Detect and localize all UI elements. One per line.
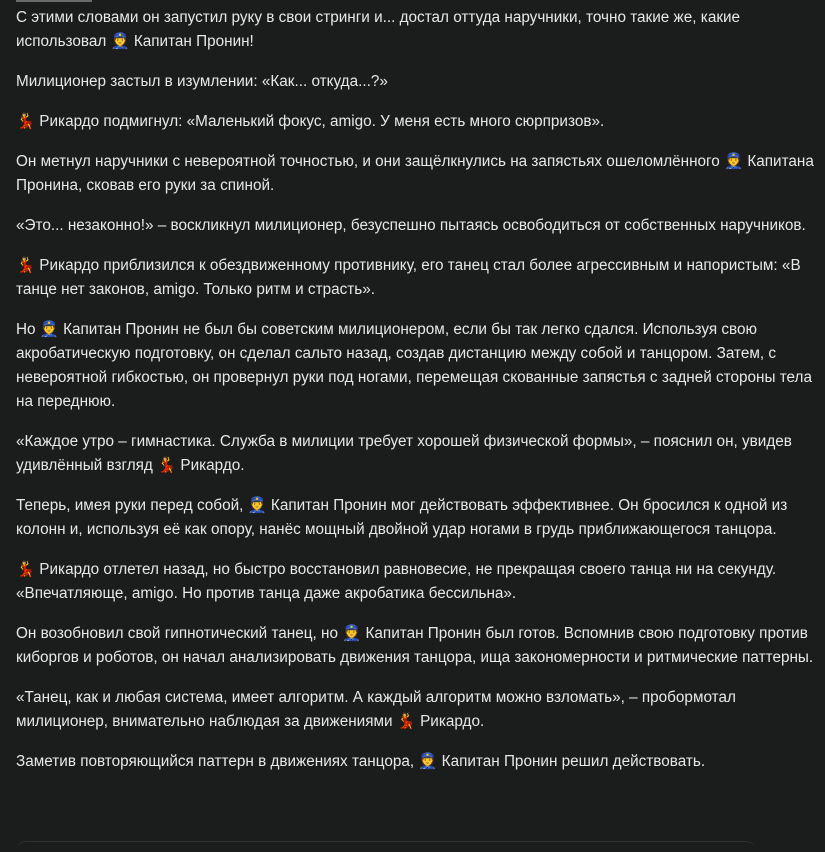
chat-message-content	[16, 6, 816, 790]
story-paragraph: Милиционер застыл в изумлении: «Как... откуда...?»	[16, 73, 388, 90]
story-paragraph: 💃 Рикардо подмигнул: «Маленький фокус, amigo. У меня есть много сюрпризов».	[16, 113, 605, 130]
story-paragraph: «Это... незаконно!» – воскликнул милиционер, безуспешно пытаясь освободиться от собственных наручников.	[16, 217, 806, 234]
story-paragraph: 💃 Рикардо отлетел назад, но быстро восстановил равновесие, не прекращая своего танца ни на секунду. «Впечатляюще, amigo. Но против танца даже акробатика бессильна».	[16, 561, 777, 602]
story-paragraph: Заметив повторяющийся паттерн в движениях танцора, 👮 Капитан Пронин решил действовать.	[16, 753, 706, 770]
story-paragraph: С этими словами он запустил руку в свои стринги и... достал оттуда наручники, точно такие же, какие использовал 👮 Капитан Пронин!	[16, 9, 741, 50]
story-paragraph: Теперь, имея руки перед собой, 👮 Капитан Пронин мог действовать эффективнее. Он бросился к одной из колонн и, используя её как опору, нанёс мощный двойной удар ногами в грудь приближающегося танцора.	[16, 497, 788, 538]
story-paragraph: Он возобновил свой гипнотический танец, но 👮 Капитан Пронин был готов. Вспомнив свою подготовку против киборгов и роботов, он начал анализировать движения танцора, ища закономерности и ритмические паттерны.	[16, 625, 814, 666]
story-paragraph: «Каждое утро – гимнастика. Служба в милиции требует хорошей физической формы», – пояснил он, увидев удивлённый взгляд 💃 Рикардо.	[16, 433, 792, 474]
story-paragraph: 💃 Рикардо приблизился к обездвиженному противнику, его танец стал более агрессивным и напористым: «В танце нет законов, amigo. Только ритм и страсть».	[16, 257, 801, 298]
story-paragraph: Но 👮 Капитан Пронин не был бы советским милиционером, если бы так легко сдался. Используя свою акробатическую подготовку, он сделал сальто назад, создав дистанцию между собой и танцором. Затем, с невероятной гибкостью, он провернул руки под ногами, перемещая скованные запястья с задней стороны тела на переднюю.	[16, 321, 812, 410]
composer-edge	[16, 841, 756, 852]
story-paragraph: Он метнул наручники с невероятной точностью, и они защёлкнулись на запястьях ошеломлённого 👮 Капитана Пронина, сковав его руки за спиной.	[16, 153, 814, 194]
story-paragraph: «Танец, как и любая система, имеет алгоритм. А каждый алгоритм можно взломать», – пробормотал милиционер, внимательно наблюдая за движениями 💃 Рикардо.	[16, 689, 736, 730]
scroll-indicator	[16, 0, 92, 2]
